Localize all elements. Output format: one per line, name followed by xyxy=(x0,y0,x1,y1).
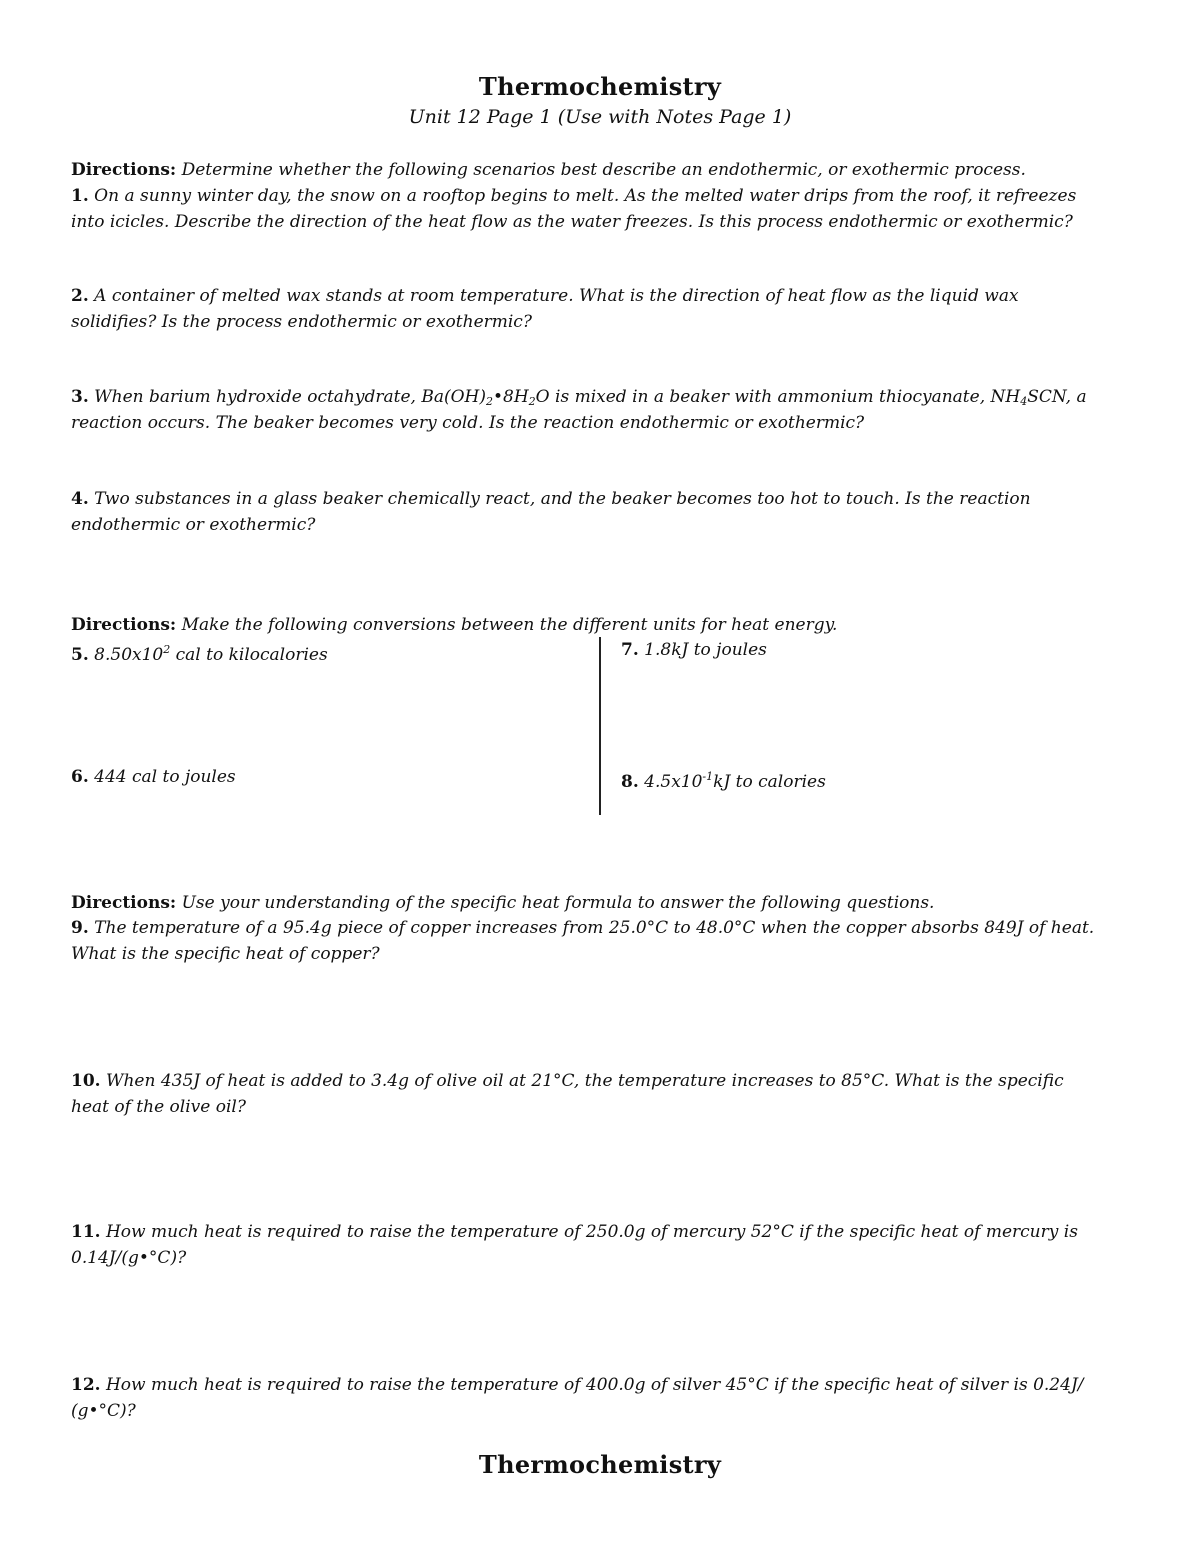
question-2 xyxy=(71,283,1019,309)
question-number: 11. xyxy=(71,1222,101,1242)
directions-text: Determine whether the following scenarios best describe an endothermic, or exothermic process. xyxy=(181,160,1026,180)
question-number: 1. xyxy=(71,186,89,206)
question-2-cont xyxy=(71,309,532,335)
question-number: 9. xyxy=(71,918,89,938)
directions-text: Make the following conversions between the different units for heat energy. xyxy=(181,615,838,635)
question-4 xyxy=(71,486,1031,512)
directions-label: Directions: xyxy=(71,160,177,180)
question-text: What is the specific heat of copper? xyxy=(71,944,380,964)
directions-1 xyxy=(71,157,1026,183)
question-text: reaction occurs. The beaker becomes very cold. Is the reaction endothermic or exothermic? xyxy=(71,413,865,433)
question-number: 6. xyxy=(71,767,89,787)
question-8 xyxy=(621,764,826,795)
directions-label: Directions: xyxy=(71,615,177,635)
question-11-cont xyxy=(71,1245,186,1271)
question-6 xyxy=(71,764,236,790)
question-text: O is mixed in a beaker with ammonium thiocyanate, NH xyxy=(535,387,1021,407)
question-7 xyxy=(621,637,767,663)
question-10-cont xyxy=(71,1094,246,1120)
superscript: -1 xyxy=(702,770,714,783)
question-number: 12. xyxy=(71,1375,101,1395)
question-9-cont xyxy=(71,941,380,967)
question-text: •8H xyxy=(493,387,529,407)
question-number: 10. xyxy=(71,1071,101,1091)
question-number: 4. xyxy=(71,489,89,509)
question-text: When 435J of heat is added to 3.4g of olive oil at 21°C, the temperature increases to 85°C. What is the specific xyxy=(105,1071,1064,1091)
question-text: 8.50x10 xyxy=(94,645,164,665)
question-text: (g•°C)? xyxy=(71,1401,136,1421)
subscript: 2 xyxy=(486,395,493,408)
question-12 xyxy=(71,1372,1083,1398)
question-number: 7. xyxy=(621,640,639,660)
question-text: kJ to calories xyxy=(713,772,826,792)
question-4-cont xyxy=(71,512,315,538)
question-11 xyxy=(71,1219,1078,1245)
question-text: 444 cal to joules xyxy=(94,767,236,787)
question-1 xyxy=(71,183,1076,209)
directions-3 xyxy=(71,890,934,916)
directions-2 xyxy=(71,612,837,638)
question-9 xyxy=(71,915,1094,941)
question-1-cont xyxy=(71,209,1073,235)
superscript: 2 xyxy=(163,643,171,656)
question-text: How much heat is required to raise the temperature of 250.0g of mercury 52°C if the specific heat of mercury is xyxy=(105,1222,1078,1242)
footer-title: Thermochemistry xyxy=(478,1450,722,1479)
directions-text: Use your understanding of the specific heat formula to answer the following questions. xyxy=(181,893,935,913)
question-text: 0.14J/(g•°C)? xyxy=(71,1248,187,1268)
directions-label: Directions: xyxy=(71,893,177,913)
question-text: How much heat is required to raise the temperature of 400.0g of silver 45°C if the specific heat of silver is 0.24J/ xyxy=(105,1375,1084,1395)
page-subtitle: Unit 12 Page 1 (Use with Notes Page 1) xyxy=(408,106,792,128)
question-text: 1.8kJ to joules xyxy=(644,640,767,660)
question-text: SCN, a xyxy=(1027,387,1087,407)
question-number: 3. xyxy=(71,387,89,407)
subscript: 4 xyxy=(1020,395,1028,408)
question-text: into icicles. Describe the direction of the heat flow as the water freezes. Is this process endothermic or exothermic? xyxy=(71,212,1073,232)
question-text: endothermic or exothermic? xyxy=(71,515,316,535)
question-text: Two substances in a glass beaker chemically react, and the beaker becomes too hot to touch. Is the reaction xyxy=(94,489,1031,509)
subscript: 2 xyxy=(528,395,536,408)
question-number: 2. xyxy=(71,286,89,306)
question-text: A container of melted wax stands at room temperature. What is the direction of heat flow as the liquid wax xyxy=(94,286,1019,306)
question-3-cont xyxy=(71,410,864,436)
question-5 xyxy=(71,637,328,668)
question-text: On a sunny winter day, the snow on a rooftop begins to melt. As the melted water drips from the roof, it refreezes xyxy=(94,186,1077,206)
question-number: 5. xyxy=(71,645,89,665)
question-text: The temperature of a 95.4g piece of copper increases from 25.0°C to 48.0°C when the copper absorbs 849J of heat. xyxy=(94,918,1095,938)
question-number: 8. xyxy=(621,772,639,792)
question-text: 4.5x10 xyxy=(644,772,703,792)
question-text: When barium hydroxide octahydrate, Ba(OH) xyxy=(94,387,486,407)
column-divider xyxy=(599,637,601,815)
question-text: heat of the olive oil? xyxy=(71,1097,246,1117)
question-12-cont xyxy=(71,1398,136,1424)
question-text: solidifies? Is the process endothermic or exothermic? xyxy=(71,312,532,332)
question-text: cal to kilocalories xyxy=(170,645,328,665)
question-10 xyxy=(71,1068,1064,1094)
page-title: Thermochemistry xyxy=(478,72,722,101)
